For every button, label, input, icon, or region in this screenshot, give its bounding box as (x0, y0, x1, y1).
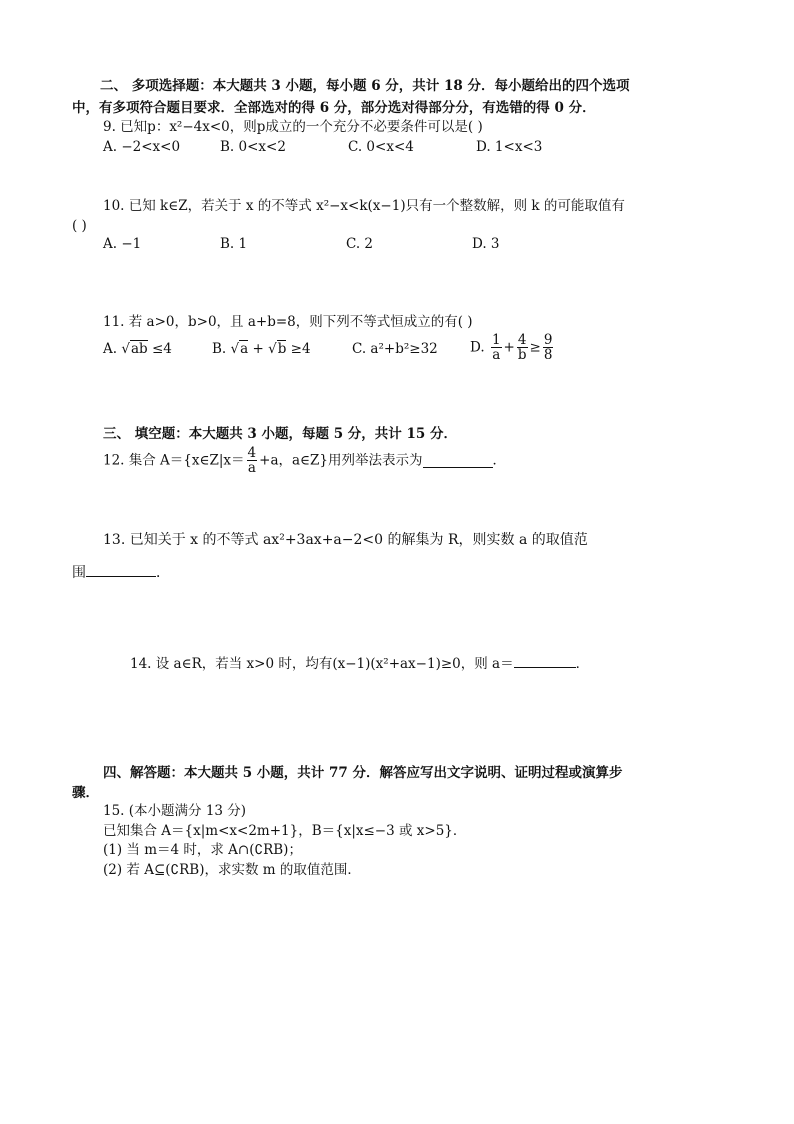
sqrt-sign: √ (230, 341, 240, 357)
question-13-cont (72, 562, 170, 582)
fraction-denominator: a (247, 460, 256, 476)
question-9-option-d: D. 1<x<3 (476, 139, 543, 155)
fraction-numerator: 4 (517, 332, 527, 348)
question-14-end: ． (575, 656, 590, 672)
question-10-option-c: C. 2 (346, 236, 374, 252)
fraction-denominator: b (517, 347, 527, 363)
answer-blank[interactable] (423, 453, 493, 468)
option-d-plus: + (503, 339, 515, 356)
answer-blank[interactable] (86, 562, 156, 577)
radicand-ab: ab (130, 341, 148, 357)
question-14-stem: 14. 设 a∈R，若当 x>0 时，均有(x−1)(x²+ax−1)≥0，则 a＝ (130, 656, 514, 672)
question-11-option-b (212, 341, 311, 357)
question-13-end: ． (156, 565, 170, 581)
question-9-option-b: B. 0<x<2 (220, 139, 286, 155)
fraction-numerator: 9 (543, 332, 553, 348)
question-15-part-1: (1) 当 m＝4 时，求 A∩(∁RB)； (103, 842, 302, 858)
fraction-numerator: 1 (491, 332, 501, 348)
question-10-stem: 10. 已知 k∈Z，若关于 x 的不等式 x²−x<k(x−1)只有一个整数解，则 k 的可能取值有 (103, 198, 625, 214)
fraction-denominator: a (492, 347, 501, 363)
question-13-stem: 13. 已知关于 x 的不等式 ax²+3ax+a−2<0 的解集为 R，则实数 a 的取值范 (103, 532, 588, 548)
question-11-option-d (470, 333, 555, 362)
question-12 (103, 446, 506, 475)
section-4-heading: 四、解答题：本大题共 5 小题，共计 77 分．解答应写出文字说明、证明过程或演算步 (103, 765, 623, 781)
sqrt-sign: √ (121, 341, 130, 357)
fraction-4-over-a (247, 446, 258, 475)
option-a-label: A. (103, 341, 122, 357)
question-9-option-c: C. 0<x<4 (348, 139, 414, 155)
option-d-ge: ≥ (529, 339, 541, 356)
question-13-cont-text: 围 (72, 565, 86, 581)
section-3-heading: 三、 填空题：本大题共 3 小题，每题 5 分，共计 15 分． (103, 426, 457, 442)
question-10-option-d: D. 3 (472, 236, 500, 252)
question-14 (130, 653, 589, 673)
question-11-stem: 11. 若 a>0，b>0，且 a+b=8，则下列不等式恒成立的有( ) (103, 314, 473, 330)
question-15-title: 15. (本小题满分 13 分) (103, 803, 247, 819)
question-11-option-c: C. a²+b²≥32 (352, 341, 438, 357)
question-10-stem-cont: ( ) (72, 218, 87, 234)
radicand-b: b (277, 341, 287, 357)
question-10-option-b: B. 1 (220, 236, 248, 252)
fraction-4-over-b (517, 333, 528, 362)
section-2-heading-cont: 中，有多项符合题目要求．全部选对的得 6 分，部分选对得部分分，有选错的得 0 分． (72, 100, 596, 116)
option-b-rel: ≥4 (286, 341, 311, 357)
option-a-rel: ≤4 (147, 341, 172, 357)
answer-blank[interactable] (514, 653, 576, 668)
question-10-option-a: A. −1 (103, 236, 142, 252)
question-12-end: ． (492, 452, 507, 469)
fraction-denominator: 8 (543, 347, 553, 363)
section-2-heading: 二、 多项选择题：本大题共 3 小题，每小题 6 分，共计 18 分．每小题给出的四个选项 (100, 78, 630, 94)
question-15-given: 已知集合 A＝{x|m<x<2m+1}，B＝{x|x≤−3 或 x>5}． (103, 823, 467, 839)
question-15-part-2: (2) 若 A⊆(∁RB)，求实数 m 的取值范围． (103, 862, 361, 878)
question-11-option-a (103, 341, 172, 357)
section-4-heading-cont: 骤． (72, 785, 99, 801)
fraction-1-over-a (491, 333, 502, 362)
radicand-a: a (240, 341, 249, 357)
question-12-post: +a，a∈Z}用列举法表示为 (259, 452, 423, 469)
fraction-numerator: 4 (247, 445, 257, 461)
option-b-plus: + (248, 341, 269, 357)
option-d-label: D. (470, 339, 489, 356)
fraction-9-over-8 (543, 333, 554, 362)
question-12-pre: 12. 集合 A＝{x∈Z|x＝ (103, 452, 245, 469)
option-b-label: B. (212, 341, 231, 357)
question-9-option-a: A. −2<x<0 (103, 139, 181, 155)
question-9-stem: 9. 已知p：x²−4x<0，则p成立的一个充分不必要条件可以是( ) (103, 119, 483, 135)
sqrt-sign: √ (268, 341, 277, 357)
